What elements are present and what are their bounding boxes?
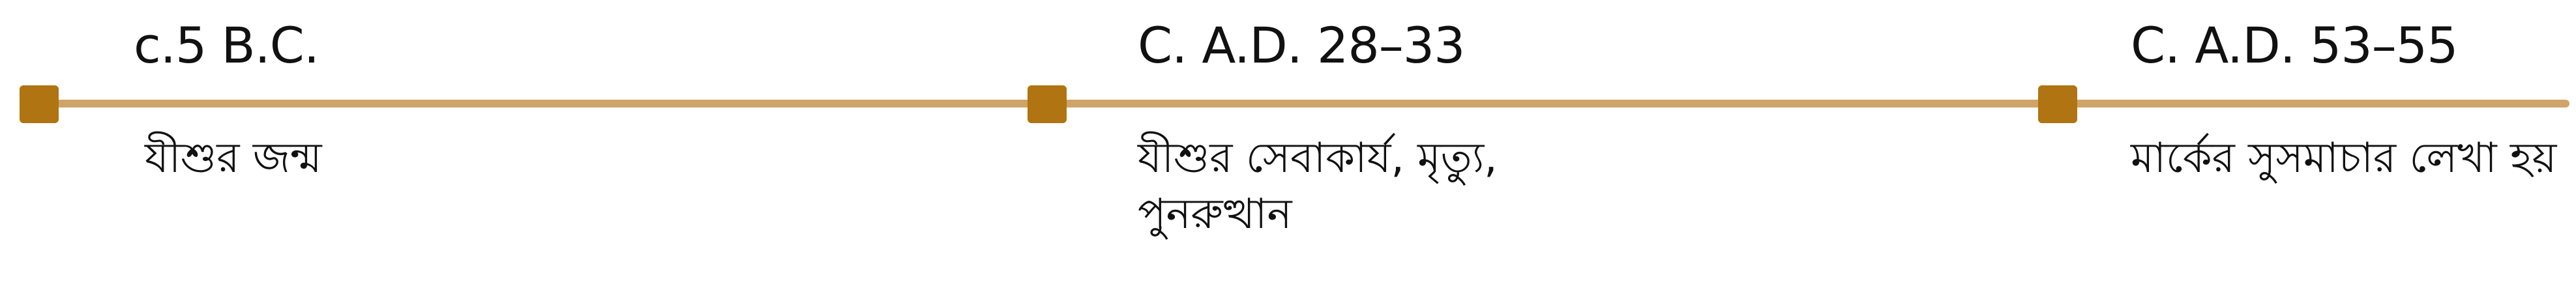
timeline-marker-birth [20,85,59,123]
event-description-ministry: যীশুর সেবাকার্য, মৃত্যু, পুনরুত্থান [1138,134,1498,238]
event-date-gospel: C. A.D. 53–55 [2131,16,2458,74]
event-date-ministry: C. A.D. 28–33 [1138,16,1465,74]
timeline-marker-ministry [1028,85,1067,123]
event-date-birth: c.5 B.C. [134,16,319,74]
event-description-birth: যীশুর জন্ম [145,134,322,182]
event-description-gospel: মার্কের সুসমাচার লেখা হয় [2131,134,2557,182]
timeline-marker-gospel [2038,85,2077,123]
timeline-line [29,100,2569,107]
